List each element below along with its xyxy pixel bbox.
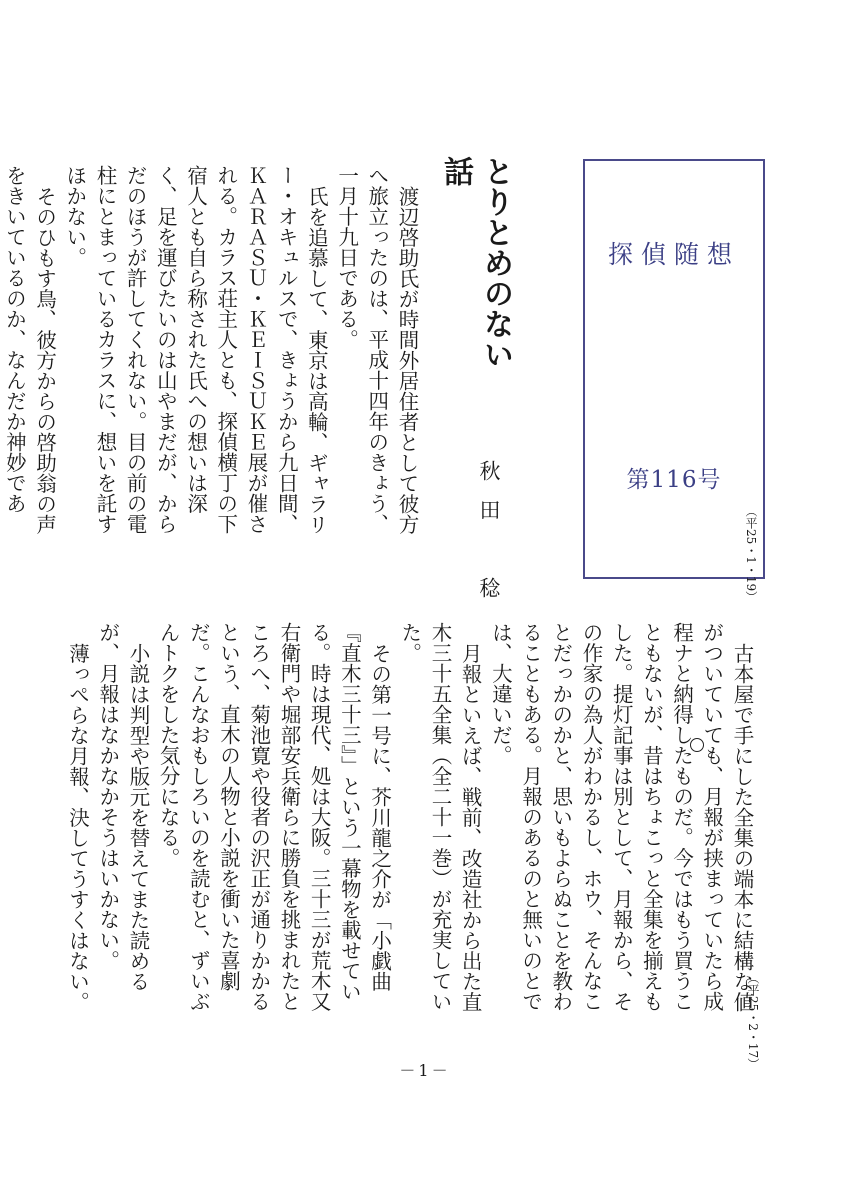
essay-1-date: （平25・1・19） bbox=[744, 505, 758, 604]
header-box bbox=[583, 159, 765, 579]
essay-2-paragraph: 月報といえば、戦前、改造社から出た直木三十五全集（全二十一巻）が充実していた。 bbox=[397, 622, 483, 1012]
essay-2-paragraph: その第一号に、芥川龍之介が「小戯曲『直木三十三』」という一幕物を載せている。時は現代、処は大阪。三十三が荒木又右衛門や堀部安兵衛らに勝負を挑まれたところへ、菊池寛や役者の沢正が通りかかるという、直木の人物と小説を衝いた喜劇だ。こんなおもしろいのを読むと、ずいぶんトクをした気分になる。 bbox=[156, 622, 392, 1012]
series-title: 探偵随想 bbox=[607, 240, 740, 269]
essay-2 bbox=[62, 622, 757, 1022]
issue-number: 第116号 bbox=[626, 467, 722, 493]
essay-1 bbox=[0, 165, 422, 545]
essay-1-paragraph: 氏を追慕して、東京は高輪、ギャラリー・オキュルスで、きょうから九日間、ＫＡＲＡＳＵ・ＫＥＩＳＵＫＥ展が催される。カラス荘主人とも、探偵横丁の下宿人とも自ら称された氏への想いは深く、足を運びたいのは山やまだが、からだのほうが許してくれない。目の前の電柱にとまっているカラスに、想いを託すほかない。 bbox=[62, 165, 329, 534]
essay-2-paragraph: 薄っぺらな月報、決してうすくはない。 bbox=[65, 642, 90, 1012]
essay-2-paragraph: 古本屋で手にした全集の端本に結構な値がついていても、月報が挟まっていたら成程ナと納得したものだ。今ではもう買うこともないが、昔はちょこっと全集を揃えもした。提灯記事は別として、月報から、その作家の為人がわかるし、ホウ、そんなことだっかのかと、思いもよらぬことを教わることもある。月報のあるのと無いのとでは、大違いだ。 bbox=[488, 622, 754, 1012]
page-number: －1－ bbox=[399, 1061, 451, 1080]
essay-2-date: （平25・2・17） bbox=[746, 972, 760, 1071]
essay-1-paragraph: 渡辺啓助氏が時間外居住者として彼方へ旅立ったのは、平成十四年のきょう、一月十九日である。 bbox=[334, 165, 419, 534]
essay-1-paragraph: そのひもす鳥、彼方からの啓助翁の声をきいているのか、なんだか神妙であ bbox=[2, 165, 57, 534]
essay-2-paragraph: 小説は判型や版元を替えてまた読めるが、月報はなかなかそうはいかない。 bbox=[95, 622, 150, 991]
author-name: 秋田 稔 bbox=[477, 460, 501, 616]
article-title: とりとめのない話 bbox=[438, 156, 513, 370]
